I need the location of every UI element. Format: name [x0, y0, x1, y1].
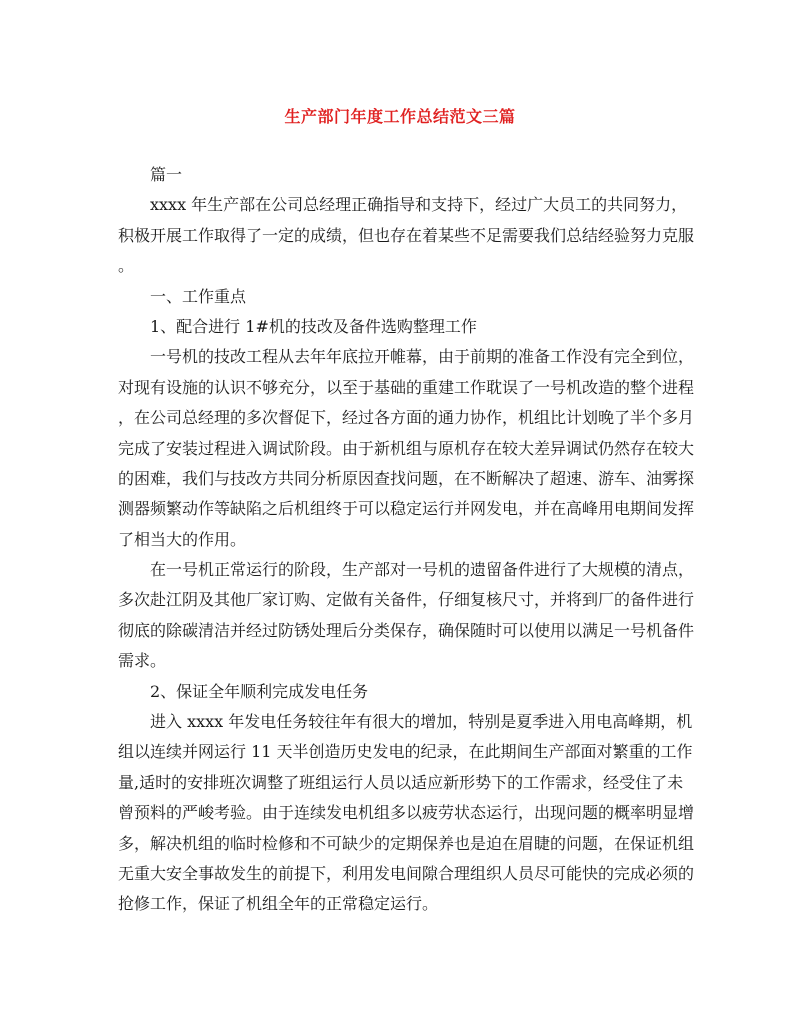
paragraph-line: 进入 xxxx 年发电任务较往年有很大的增加，特别是夏季进入用电高峰期，机 [150, 712, 693, 732]
paragraph-line: 组以连续并网运行 11 天半创造历史发电的纪录，在此期间生产部面对繁重的工作 [118, 742, 693, 762]
paragraph-line: 对现有设施的认识不够充分，以至于基础的重建工作耽误了一号机改造的整个进程 [118, 377, 695, 397]
paragraph-line: 的困难，我们与技改方共同分析原因查找问题，在不断解决了超速、游车、油雾探 [118, 468, 695, 488]
subsection-heading-2: 2、保证全年顺利完成发电任务 [150, 681, 369, 701]
paragraph-line: 积极开展工作取得了一定的成绩，但也存在着某些不足需要我们总结经验努力克服 [118, 225, 695, 245]
paragraph-line: 无重大安全事故发生的前提下，利用发电间隙合理组织人员尽可能快的完成必须的 [118, 863, 695, 883]
paragraph-line: xxxx 年生产部在公司总经理正确指导和支持下，经过广大员工的共同努力， [150, 195, 688, 215]
document-title: 生产部门年度工作总结范文三篇 [284, 107, 516, 126]
document-body [118, 160, 695, 920]
section-heading-work-focus: 一、工作重点 [150, 286, 247, 306]
paragraph-line: 需求。 [118, 651, 167, 671]
paragraph-line: 了相当大的作用。 [118, 529, 247, 549]
paragraph-line: 抢修工作，保证了机组全年的正常稳定运行。 [118, 894, 439, 914]
subsection-heading-1: 1、配合进行 1#机的技改及备件选购整理工作 [150, 316, 477, 336]
paragraph-line: 完成了安装过程进入调试阶段。由于新机组与原机存在较大差异调试仍然存在较大 [118, 438, 695, 458]
paragraph-line: 彻底的除碳清洁并经过防锈处理后分类保存，确保随时可以使用以满足一号机备件 [118, 620, 695, 640]
paragraph-line: 曾预料的严峻考验。由于连续发电机组多以疲劳状态运行，出现问题的概率明显增 [118, 803, 695, 823]
paragraph-line: 多次赴江阴及其他厂家订购、定做有关备件，仔细复核尺寸，并将到厂的备件进行 [118, 590, 695, 610]
paragraph-line: 测器频繁动作等缺陷之后机组终于可以稳定运行并网发电，并在高峰用电期间发挥 [118, 499, 695, 519]
section-heading-part-one: 篇一 [150, 165, 183, 184]
paragraph-line: 。 [118, 256, 135, 276]
paragraph-line: 多，解决机组的临时检修和不可缺少的定期保养也是迫在眉睫的问题，在保证机组 [118, 833, 695, 853]
paragraph-line: ，在公司总经理的多次督促下，经过各方面的通力协作，机组比计划晚了半个多月 [118, 408, 695, 428]
paragraph-line: 在一号机正常运行的阶段，生产部对一号机的遗留备件进行了大规模的清点， [150, 560, 695, 580]
paragraph-line: 一号机的技改工程从去年年底拉开帷幕，由于前期的准备工作没有完全到位， [150, 347, 695, 367]
paragraph-line: 量,适时的安排班次调整了班组运行人员以适应新形势下的工作需求，经受住了未 [118, 772, 684, 792]
